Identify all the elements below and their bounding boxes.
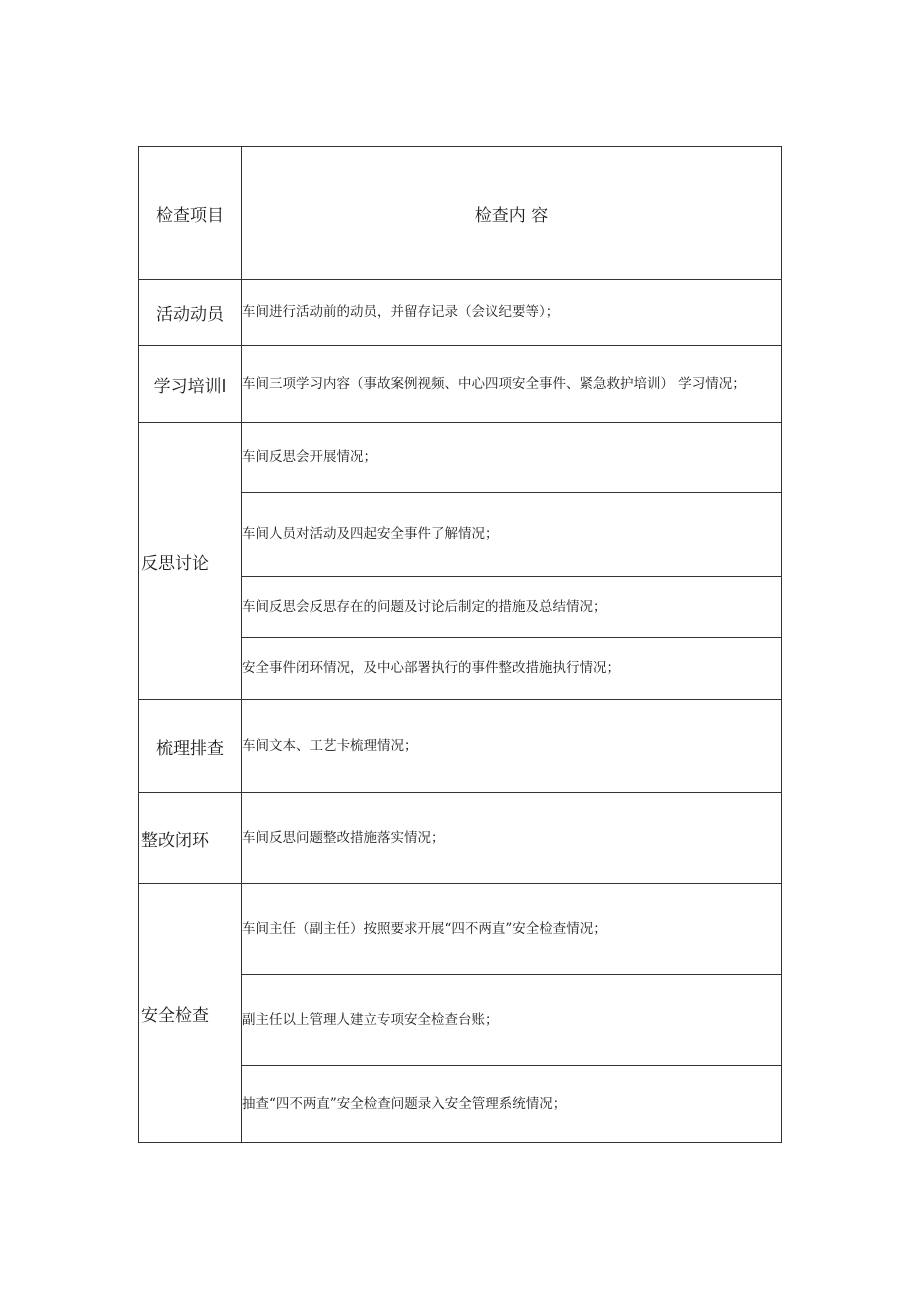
check-content: 车间主任（副主任）按照要求开展“四不两直”安全检查情况； [242, 884, 782, 975]
check-content: 安全事件闭环情况，及中心部署执行的事件整改措施执行情况； [242, 638, 782, 700]
header-row [139, 147, 782, 280]
check-content: 抽查“四不两直”安全检查问题录入安全管理系统情况； [242, 1066, 782, 1143]
check-content: 车间反思问题整改措施落实情况； [242, 793, 782, 884]
category-review: 梳理排查 [139, 700, 242, 793]
table-row [139, 884, 782, 975]
category-reflection: 反思讨论 [139, 423, 242, 700]
table-row [139, 423, 782, 493]
check-content: 车间反思会反思存在的问题及讨论后制定的措施及总结情况； [242, 577, 782, 638]
category-training: 学习培训l [139, 346, 242, 423]
check-content: 车间文本、工艺卡梳理情况； [242, 700, 782, 793]
check-content: 车间三项学习内容（事故案例视频、中心四项安全事件、紧急救护培训） 学习情况； [242, 346, 782, 423]
category-rectification: 整改闭环 [139, 793, 242, 884]
check-content: 车间反思会开展情况； [242, 423, 782, 493]
table-row [139, 700, 782, 793]
category-mobilization: 活动动员 [139, 280, 242, 346]
table-row [139, 793, 782, 884]
table-row [139, 280, 782, 346]
inspection-table [138, 146, 782, 1143]
table-row [139, 346, 782, 423]
header-item: 检查项目 [139, 147, 242, 280]
check-content: 副主任以上管理人建立专项安全检查台账； [242, 975, 782, 1066]
check-content: 车间人员对活动及四起安全事件了解情况； [242, 493, 782, 577]
category-safety-inspection: 安全检查 [139, 884, 242, 1143]
check-content: 车间进行活动前的动员，并留存记录（会议纪要等）； [242, 280, 782, 346]
header-content: 检查内 容 [242, 147, 782, 280]
